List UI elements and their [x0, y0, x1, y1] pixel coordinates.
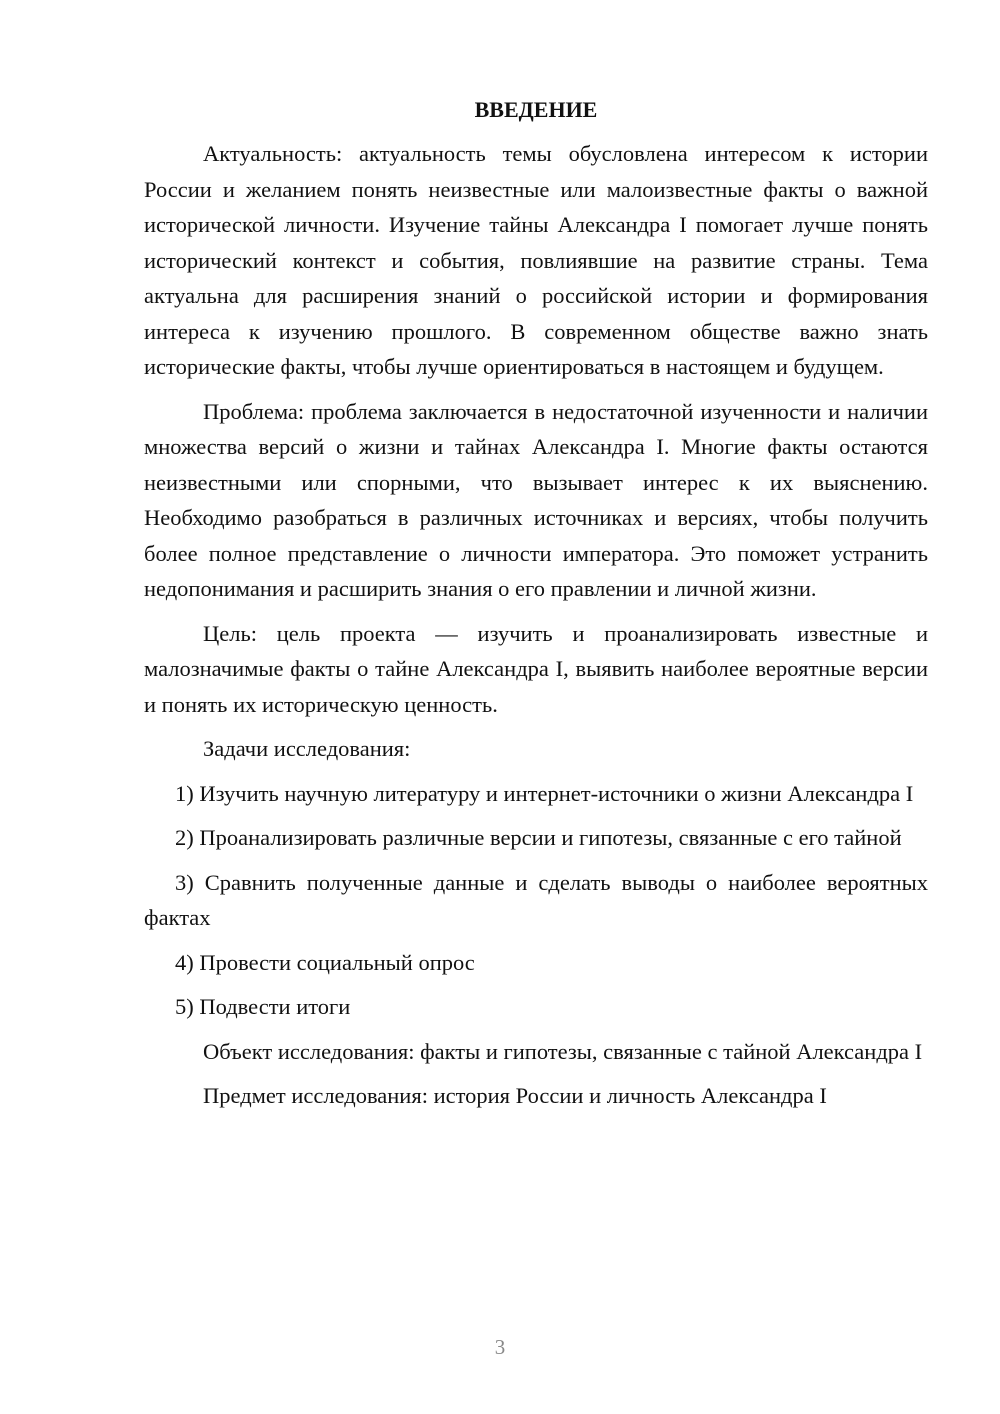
paragraph-goal: Цель: цель проекта — изучить и проанализировать известные и малозначимые факты о тайне Александра I, выявить наиболее вероятные версии и понять их историческую ценность.	[144, 620, 928, 717]
paragraph-relevance: Актуальность: актуальность темы обусловлена интересом к истории России и желанием понять неизвестные или малоизвестные факты о важной исторической личности. Изучение тайны Александра I помогает лучше понять исторический контекст и события, повлиявшие на развитие страны. Тема актуальна для расширения знаний о российской истории и формирования интереса к изучению прошлого. В современном обществе важно знать исторические факты, чтобы лучше ориентироваться в настоящем и будущем.	[144, 141, 928, 379]
task-item-1: 1) Изучить научную литературу и интернет-источники о жизни Александра I	[175, 780, 914, 806]
task-item-4: 4) Провести социальный опрос	[175, 949, 475, 975]
section-title: ВВЕДЕНИЕ	[474, 97, 598, 122]
task-item-5: 5) Подвести итоги	[175, 994, 351, 1019]
task-item-2: 2) Проанализировать различные версии и гипотезы, связанные с его тайной	[175, 825, 902, 850]
paragraph-problem: Проблема: проблема заключается в недостаточной изученности и наличии множества версий о жизни и тайнах Александра I. Многие факты остаются неизвестными или спорными, что вызывает интерес к их выяснению. Необходимо разобраться в различных источниках и версиях, чтобы получить более полное представление о личности императора. Это поможет устранить недопонимания и расширить знания о его правлении и личной жизни.	[144, 398, 928, 601]
paragraph-research-object: Объект исследования: факты и гипотезы, связанные с тайной Александра I	[203, 1038, 923, 1064]
paragraph-research-subject: Предмет исследования: история России и личность Александра I	[203, 1083, 827, 1108]
task-item-3: 3) Сравнить полученные данные и сделать выводы о наиболее вероятных фактах	[144, 869, 928, 930]
page-number: 3	[494, 1335, 506, 1359]
document-body	[144, 96, 928, 1123]
paragraph-tasks-heading: Задачи исследования:	[203, 736, 411, 761]
